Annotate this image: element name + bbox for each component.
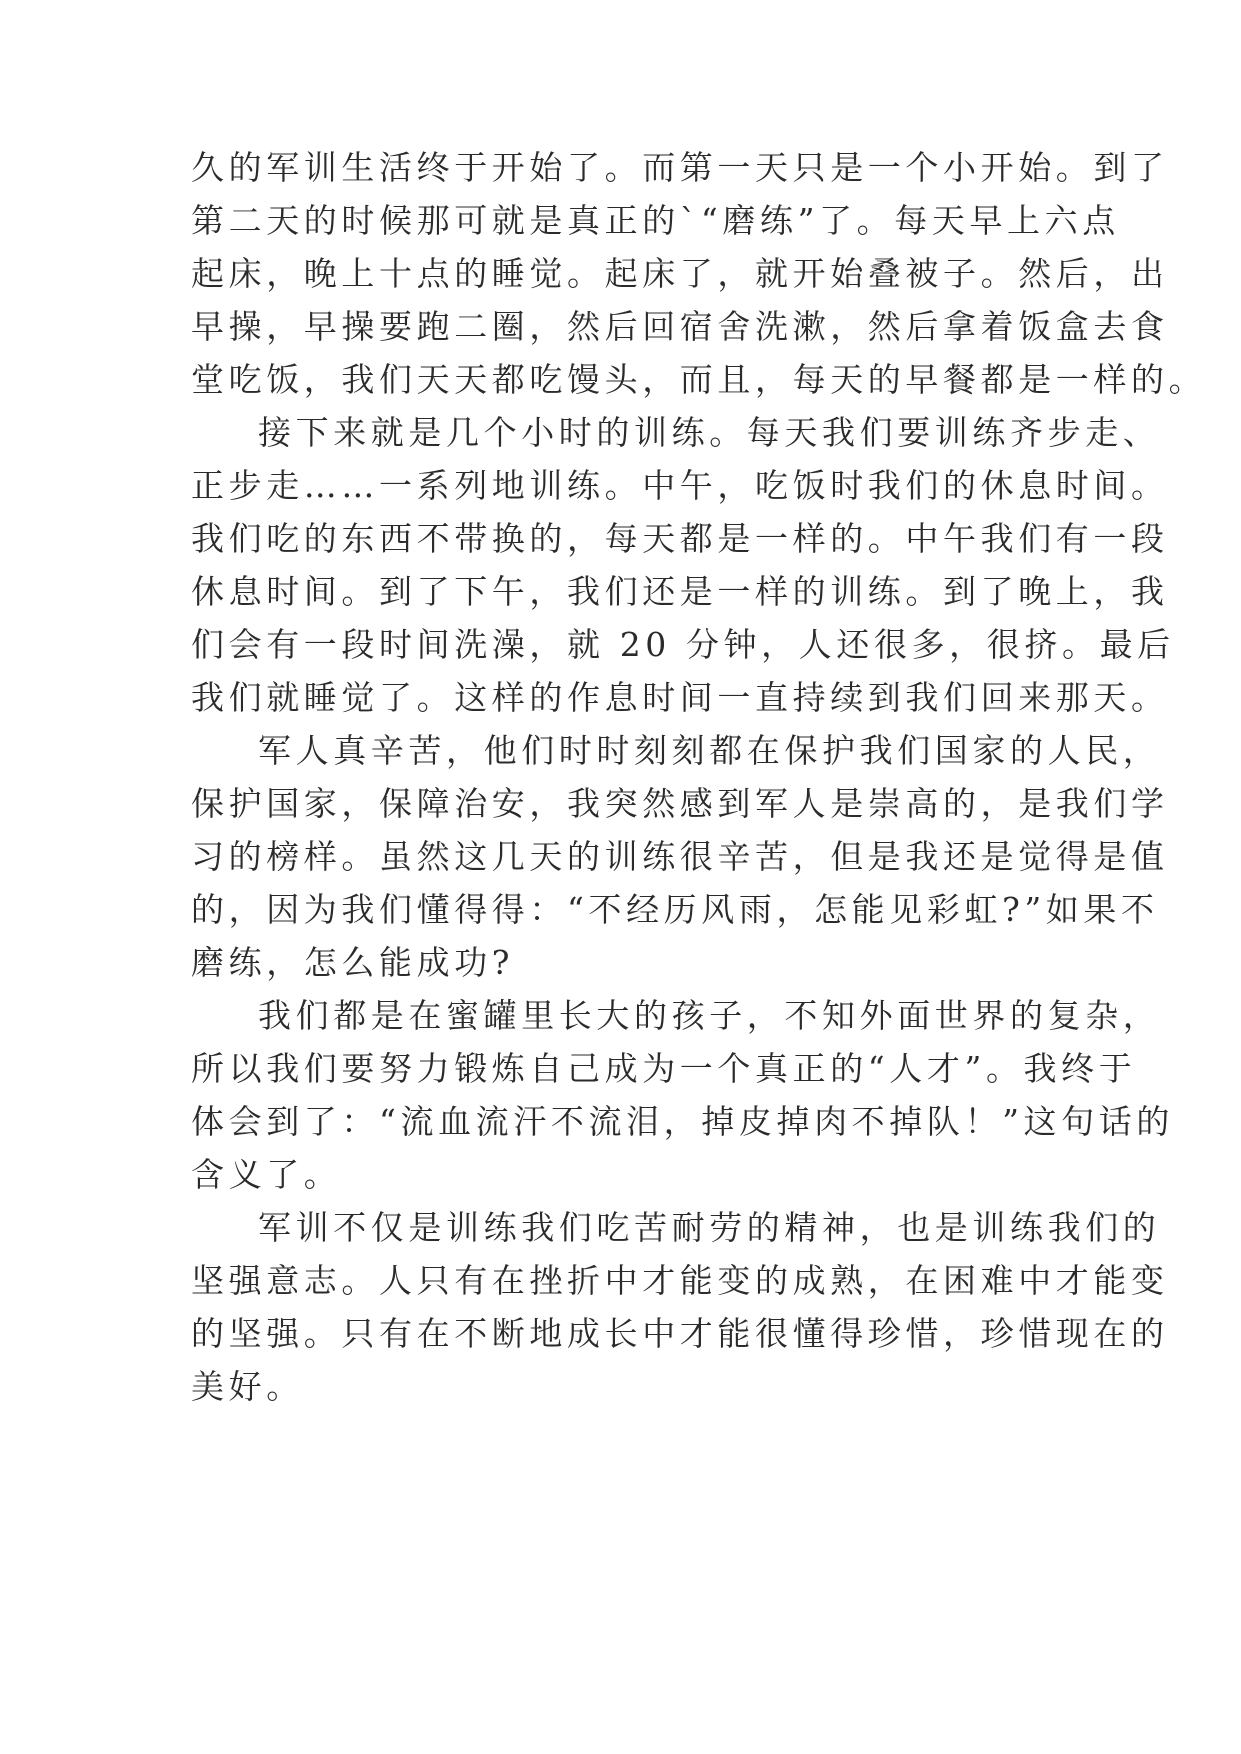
text-line: 起床，晚上十点的睡觉。起床了，就开始叠被子。然后，出 [191, 254, 1169, 293]
text-line: 堂吃饭，我们天天都吃馒头，而且，每天的早餐都是一样的。 [191, 360, 1207, 399]
text-line: 所以我们要努力锻炼自己成为一个真正的“人才”。我终于 [191, 1049, 1137, 1088]
text-line: 美好。 [191, 1367, 304, 1406]
text-line: 早操，早操要跑二圈，然后回宿舍洗漱，然后拿着饭盒去食 [191, 307, 1169, 346]
text-line: 休息时间。到了下午，我们还是一样的训练。到了晚上，我 [191, 572, 1169, 611]
text-line: 正步走……一系列地训练。中午，吃饭时我们的休息时间。 [191, 466, 1169, 505]
text-line: 军人真辛苦，他们时时刻刻都在保护我们国家的人民， [258, 731, 1161, 770]
text-line: 我们吃的东西不带换的，每天都是一样的。中午我们有一段 [191, 519, 1169, 558]
text-line: 体会到了：“流血流汗不流泪，掉皮掉肉不掉队！”这句话的 [191, 1102, 1174, 1141]
text-line: 的坚强。只有在不断地成长中才能很懂得珍惜，珍惜现在的 [191, 1314, 1169, 1353]
text-line: 习的榜样。虽然这几天的训练很辛苦，但是我还是觉得是值 [191, 837, 1169, 876]
text-line: 含义了。 [191, 1155, 342, 1194]
text-line: 保护国家，保障治安，我突然感到军人是崇高的，是我们学 [191, 784, 1169, 823]
text-line: 们会有一段时间洗澡，就 20 分钟，人还很多，很挤。最后 [191, 625, 1175, 664]
text-line: 军训不仅是训练我们吃苦耐劳的精神，也是训练我们的 [258, 1208, 1161, 1247]
text-line: 第二天的时候那可就是真正的`“磨练”了。每天早上六点 [191, 201, 1120, 240]
text-line: 我们就睡觉了。这样的作息时间一直持续到我们回来那天。 [191, 678, 1169, 717]
text-line: 接下来就是几个小时的训练。每天我们要训练齐步走、 [258, 413, 1161, 452]
text-line: 我们都是在蜜罐里长大的孩子，不知外面世界的复杂， [258, 996, 1161, 1035]
text-line: 的，因为我们懂得得：“不经历风雨，怎能见彩虹?”如果不 [191, 890, 1159, 929]
text-line: 久的军训生活终于开始了。而第一天只是一个小开始。到了 [191, 148, 1169, 187]
text-line: 坚强意志。人只有在挫折中才能变的成熟，在困难中才能变 [191, 1261, 1169, 1300]
text-line: 磨练，怎么能成功? [191, 943, 515, 982]
